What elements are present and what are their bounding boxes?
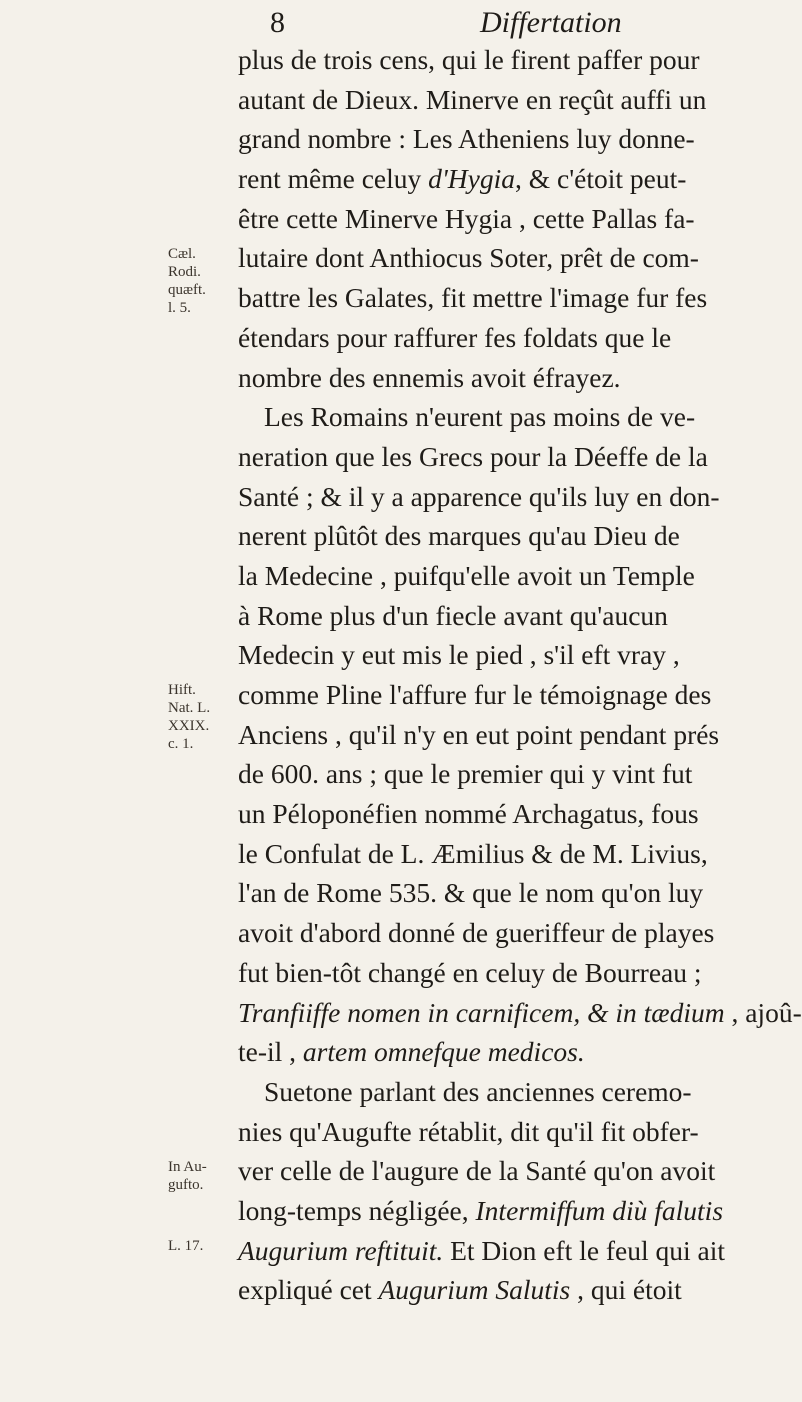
- text-line: avoit d'abord donné de gueriffeur de playes: [238, 917, 715, 949]
- italic-text: artem omnefque medicos.: [302, 1036, 585, 1068]
- text-line: Augurium reftituit. Et Dion eft le feul qui ait: [238, 1234, 726, 1266]
- text-line: la Medecine , puifqu'elle avoit un Temple: [238, 559, 695, 591]
- text-line: comme Pline l'affure fur le témoignage des: [238, 679, 712, 710]
- text-line: Suetone parlant des anciennes ceremo-: [264, 1075, 692, 1107]
- italic-text: Tranfiiffe nomen in carnificem, & in tædium: [238, 996, 725, 1028]
- text-line: expliqué cet Augurium Salutis , qui étoit: [238, 1274, 682, 1306]
- text-line: l'an de Rome 535. & que le nom qu'on luy: [238, 877, 704, 909]
- text-line: neration que les Grecs pour la Déeffe de la: [238, 440, 708, 472]
- running-title: Differtation: [480, 6, 622, 39]
- text-line: battre les Galates, fit mettre l'image fur fes: [238, 282, 708, 314]
- margin-note: L. 17.: [168, 1238, 204, 1254]
- italic-text: Intermiffum diù falutis: [475, 1194, 724, 1226]
- text-line: nerent plûtôt des marques qu'au Dieu de: [238, 520, 680, 552]
- text-line: à Rome plus d'un fiecle avant qu'aucun: [238, 599, 668, 631]
- text-line: lutaire dont Anthiocus Soter, prêt de com-: [238, 242, 699, 274]
- text-line: autant de Dieux. Minerve en reçût auffi un: [238, 83, 707, 115]
- text-line: le Confulat de L. Æmilius & de M. Livius,: [238, 837, 708, 869]
- text-line: grand nombre : Les Atheniens luy donne-: [238, 123, 695, 155]
- margin-note: Cæl. Rodi. quæft. l. 5.: [168, 245, 206, 316]
- margin-note: In Au- gufto.: [168, 1158, 207, 1193]
- italic-text: Augurium Salutis: [378, 1274, 571, 1306]
- text-line: étendars pour raffurer fes foldats que le: [238, 321, 672, 353]
- italic-text: Augurium reftituit.: [238, 1234, 444, 1266]
- text-line: nies qu'Augufte rétablit, dit qu'il fit obfer-: [238, 1115, 699, 1147]
- text-line: rent même celuy d'Hygia, & c'étoit peut-: [238, 163, 687, 195]
- page-number: 8: [270, 6, 285, 39]
- text-line: plus de trois cens, qui le firent paffer pour: [238, 44, 700, 75]
- text-line: de 600. ans ; que le premier qui y vint fut: [238, 758, 693, 790]
- margin-note: Hift. Nat. L. XXIX. c. 1.: [168, 682, 211, 753]
- text-line: nombre des ennemis avoit éfrayez.: [238, 361, 621, 393]
- text-line: ver celle de l'augure de la Santé qu'on avoit: [238, 1155, 716, 1187]
- text-line: Medecin y eut mis le pied , s'il eft vray ,: [238, 639, 680, 671]
- text-line: Les Romains n'eurent pas moins de ve-: [264, 401, 696, 433]
- text-line: un Péloponéfien nommé Archagatus, fous: [238, 798, 699, 830]
- italic-text: d'Hygia: [428, 163, 515, 195]
- text-line: Anciens , qu'il n'y en eut point pendant prés: [238, 718, 720, 750]
- text-line: Santé ; & il y a apparence qu'ils luy en don-: [238, 480, 720, 512]
- text-line: long-temps négligée, Intermiffum diù falutis: [238, 1194, 724, 1226]
- text-line: être cette Minerve Hygia , cette Pallas fa-: [238, 202, 695, 234]
- text-line: Tranfiiffe nomen in carnificem, & in tædium , ajoû-: [238, 996, 802, 1028]
- text-line: fut bien-tôt changé en celuy de Bourreau ;: [238, 956, 702, 988]
- main-text: [238, 40, 802, 1310]
- text-line: te-il , artem omnefque medicos.: [238, 1036, 585, 1068]
